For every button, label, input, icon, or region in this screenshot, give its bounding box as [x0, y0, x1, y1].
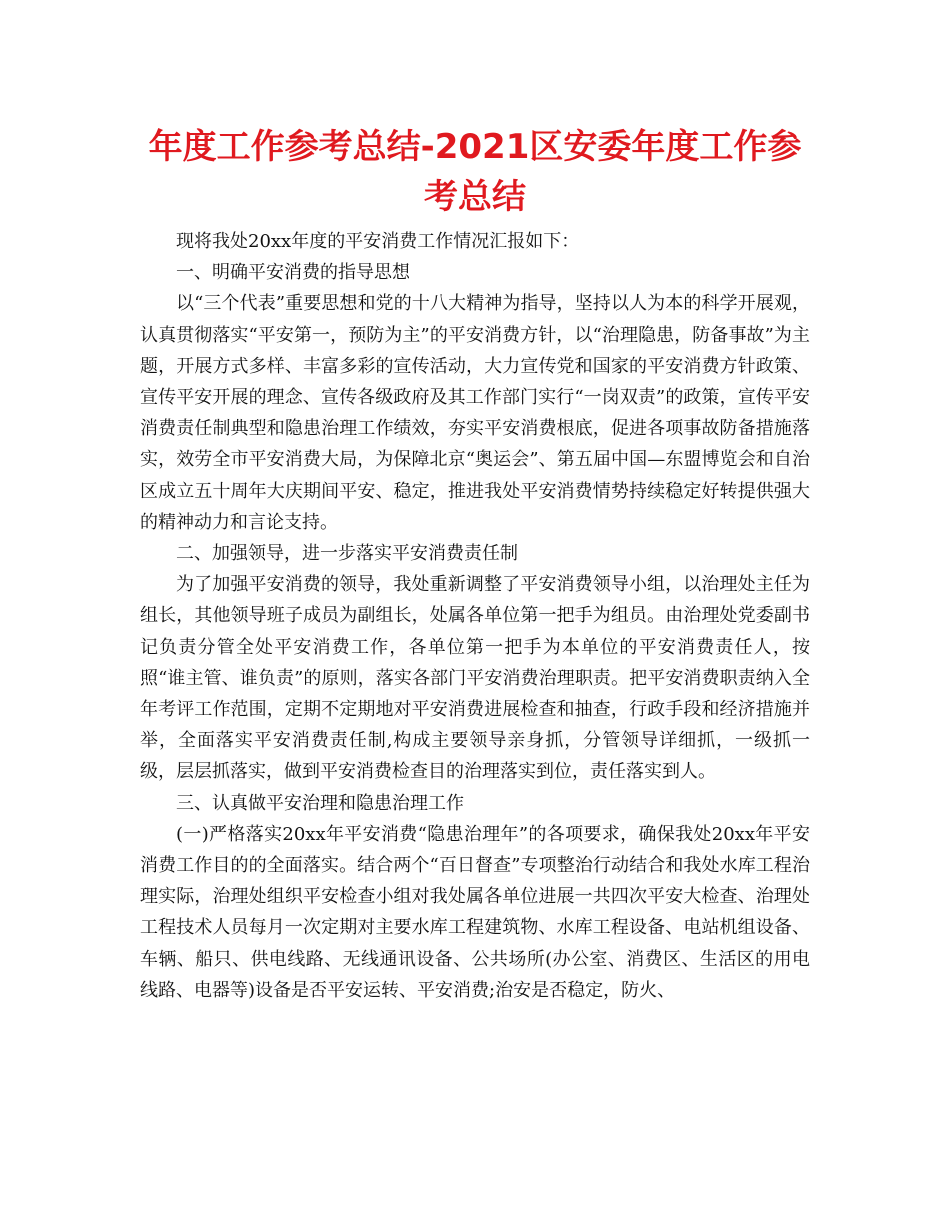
document-body	[140, 226, 810, 1006]
paragraph-guiding-thought: 以“三个代表”重要思想和党的十八大精神为指导，坚持以人为本的科学开展观，认真贯彻落实“平安第一，预防为主”的平安消费方针，以“治理隐患，防备事故”为主题，开展方式多样、丰富多彩的宣传活动，大力宣传党和国家的平安消费方针政策、宣传平安开展的理念、宣传各级政府及其工作部门实行“一岗双责”的政策，宣传平安消费责任制典型和隐患治理工作绩效，夯实平安消费根底，促进各项事故防备措施落实，效劳全市平安消费大局，为保障北京“奥运会”、第五届中国—东盟博览会和自治区成立五十周年大庆期间平安、稳定，推进我处平安消费情势持续稳定好转提供强大的精神动力和言论支持。	[140, 293, 810, 533]
paragraph-leadership: 为了加强平安消费的领导，我处重新调整了平安消费领导小组，以治理处主任为组长，其他领导班子成员为副组长，处属各单位第一把手为组员。由治理处党委副书记负责分管全处平安消费工作，各单位第一把手为本单位的平安消费责任人，按照“谁主管、谁负责”的原则，落实各部门平安消费治理职责。把平安消费职责纳入全年考评工作范围，定期不定期地对平安消费进展检查和抽查，行政手段和经济措施并举，全面落实平安消费责任制,构成主要领导亲身抓，分管领导详细抓，一级抓一级，层层抓落实，做到平安消费检查目的治理落实到位，责任落实到人。	[140, 574, 810, 783]
paragraph-hazard-governance: (一)严格落实20xx年平安消费“隐患治理年”的各项要求，确保我处20xx年平安消费工作目的的全面落实。结合两个“百日督查”专项整治行动结合和我处水库工程治理实际，治理处组织平安检查小组对我处属各单位进展一共四次平安大检查、治理处工程技术人员每月一次定期对主要水库工程建筑物、水库工程设备、电站机组设备、车辆、船只、供电线路、无线通讯设备、公共场所(办公室、消费区、生活区的用电线路、电器等)设备是否平安运转、平安消费;治安是否稳定，防火、	[140, 823, 810, 1001]
paragraph-intro: 现将我处20xx年度的平安消费工作情况汇报如下：	[176, 231, 580, 252]
section-heading-2: 二、加强领导，进一步落实平安消费责任制	[176, 543, 518, 565]
section-heading-3: 三、认真做平安治理和隐患治理工作	[176, 792, 464, 814]
section-heading-1: 一、明确平安消费的指导思想	[176, 262, 410, 284]
document-title: 年度工作参考总结-2021区安委年度工作参考总结	[148, 127, 802, 217]
